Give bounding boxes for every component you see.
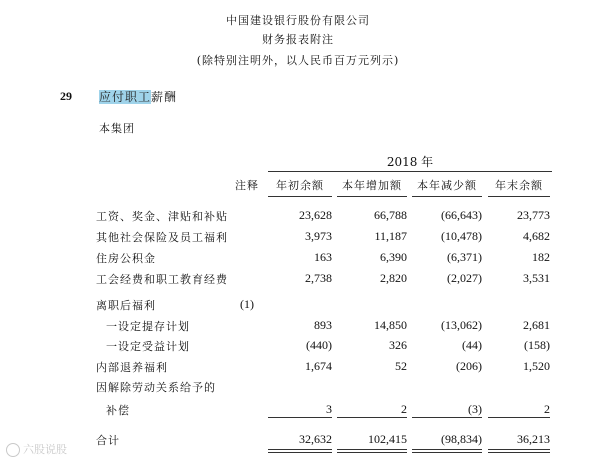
col-header-rule bbox=[337, 196, 407, 197]
row-value: (10,478) bbox=[441, 229, 482, 243]
row-value: 2 bbox=[401, 402, 407, 416]
total-value: 32,632 bbox=[299, 432, 332, 446]
row-value: (158) bbox=[524, 338, 550, 352]
row-label: 工资、奖金、津贴和补贴 bbox=[96, 210, 228, 223]
row-value: 6,390 bbox=[380, 250, 407, 264]
watermark bbox=[6, 441, 67, 457]
col-header-decrease: 本年减少额 bbox=[417, 179, 477, 192]
col-header-rule bbox=[488, 196, 550, 197]
row-label: 一设定提存计划 bbox=[106, 320, 190, 333]
section-title-highlight: 应付职工 bbox=[99, 90, 152, 104]
year-header: 2018 年 bbox=[386, 155, 434, 169]
total-rule bbox=[268, 449, 332, 450]
row-value: 66,788 bbox=[374, 208, 407, 222]
row-value: 23,773 bbox=[517, 208, 550, 222]
note-column-header: 注释 bbox=[235, 179, 259, 192]
col-header-closing: 年末余额 bbox=[495, 179, 543, 192]
section-number: 29 bbox=[60, 89, 72, 103]
row-value: 182 bbox=[532, 250, 550, 264]
watermark-logo-icon bbox=[6, 443, 20, 457]
total-value: 102,415 bbox=[368, 432, 407, 446]
row-label: 住房公积金 bbox=[96, 252, 156, 265]
total-rule bbox=[337, 452, 407, 453]
section-title bbox=[99, 88, 177, 105]
row-value: 2,681 bbox=[523, 318, 550, 332]
subtotal-rule bbox=[268, 417, 332, 418]
subtotal-rule bbox=[488, 417, 550, 418]
col-header-increase: 本年增加额 bbox=[342, 179, 402, 192]
row-value: 3,973 bbox=[305, 229, 332, 243]
row-value: (66,643) bbox=[441, 208, 482, 222]
section-title-rest: 薪酬 bbox=[151, 90, 178, 104]
row-value: 163 bbox=[314, 250, 332, 264]
row-label: 离职后福利 bbox=[96, 299, 156, 312]
row-label: 其他社会保险及员工福利 bbox=[96, 231, 228, 244]
row-value: 3,531 bbox=[523, 271, 550, 285]
row-value: 2 bbox=[544, 402, 550, 416]
row-note: (1) bbox=[240, 297, 254, 311]
row-value: (13,062) bbox=[441, 318, 482, 332]
company-name: 中国建设银行股份有限公司 bbox=[226, 14, 370, 27]
row-label: 内部退养福利 bbox=[96, 361, 168, 374]
row-value: 2,820 bbox=[380, 271, 407, 285]
col-header-rule bbox=[412, 196, 482, 197]
group-label: 本集团 bbox=[99, 122, 135, 135]
row-value: 1,520 bbox=[523, 359, 550, 373]
report-subtitle: 财务报表附注 bbox=[262, 33, 334, 46]
total-label: 合计 bbox=[96, 434, 120, 447]
row-value: 52 bbox=[395, 359, 407, 373]
total-rule bbox=[488, 449, 550, 450]
total-rule bbox=[268, 452, 332, 453]
subtotal-rule bbox=[337, 417, 407, 418]
row-value: (440) bbox=[306, 338, 332, 352]
row-label: 工会经费和职工教育经费 bbox=[96, 273, 228, 286]
row-value: 4,682 bbox=[523, 229, 550, 243]
row-value: 11,187 bbox=[374, 229, 407, 243]
row-value: (2,027) bbox=[447, 271, 482, 285]
total-value: (98,834) bbox=[441, 432, 482, 446]
total-rule bbox=[412, 449, 482, 450]
row-label: 一设定受益计划 bbox=[106, 340, 190, 353]
row-value: (206) bbox=[456, 359, 482, 373]
row-value: 326 bbox=[389, 338, 407, 352]
row-label: 补偿 bbox=[106, 404, 130, 417]
row-value: 23,628 bbox=[299, 208, 332, 222]
total-rule bbox=[412, 452, 482, 453]
total-rule bbox=[488, 452, 550, 453]
row-value: (44) bbox=[462, 338, 482, 352]
row-value: 3 bbox=[326, 402, 332, 416]
row-label: 因解除劳动关系给予的 bbox=[96, 381, 216, 394]
total-rule bbox=[337, 449, 407, 450]
row-value: 893 bbox=[314, 318, 332, 332]
col-header-opening: 年初余额 bbox=[276, 179, 324, 192]
row-value: (6,371) bbox=[447, 250, 482, 264]
subtotal-rule bbox=[412, 417, 482, 418]
col-header-rule bbox=[268, 196, 332, 197]
row-value: 2,738 bbox=[305, 271, 332, 285]
watermark-text: 六股说股 bbox=[23, 443, 67, 456]
currency-note: (除特别注明外，以人民币百万元列示) bbox=[196, 54, 400, 67]
row-value: 1,674 bbox=[305, 359, 332, 373]
row-value: 14,850 bbox=[374, 318, 407, 332]
row-value: (3) bbox=[468, 402, 482, 416]
year-underline bbox=[268, 171, 552, 172]
total-value: 36,213 bbox=[517, 432, 550, 446]
